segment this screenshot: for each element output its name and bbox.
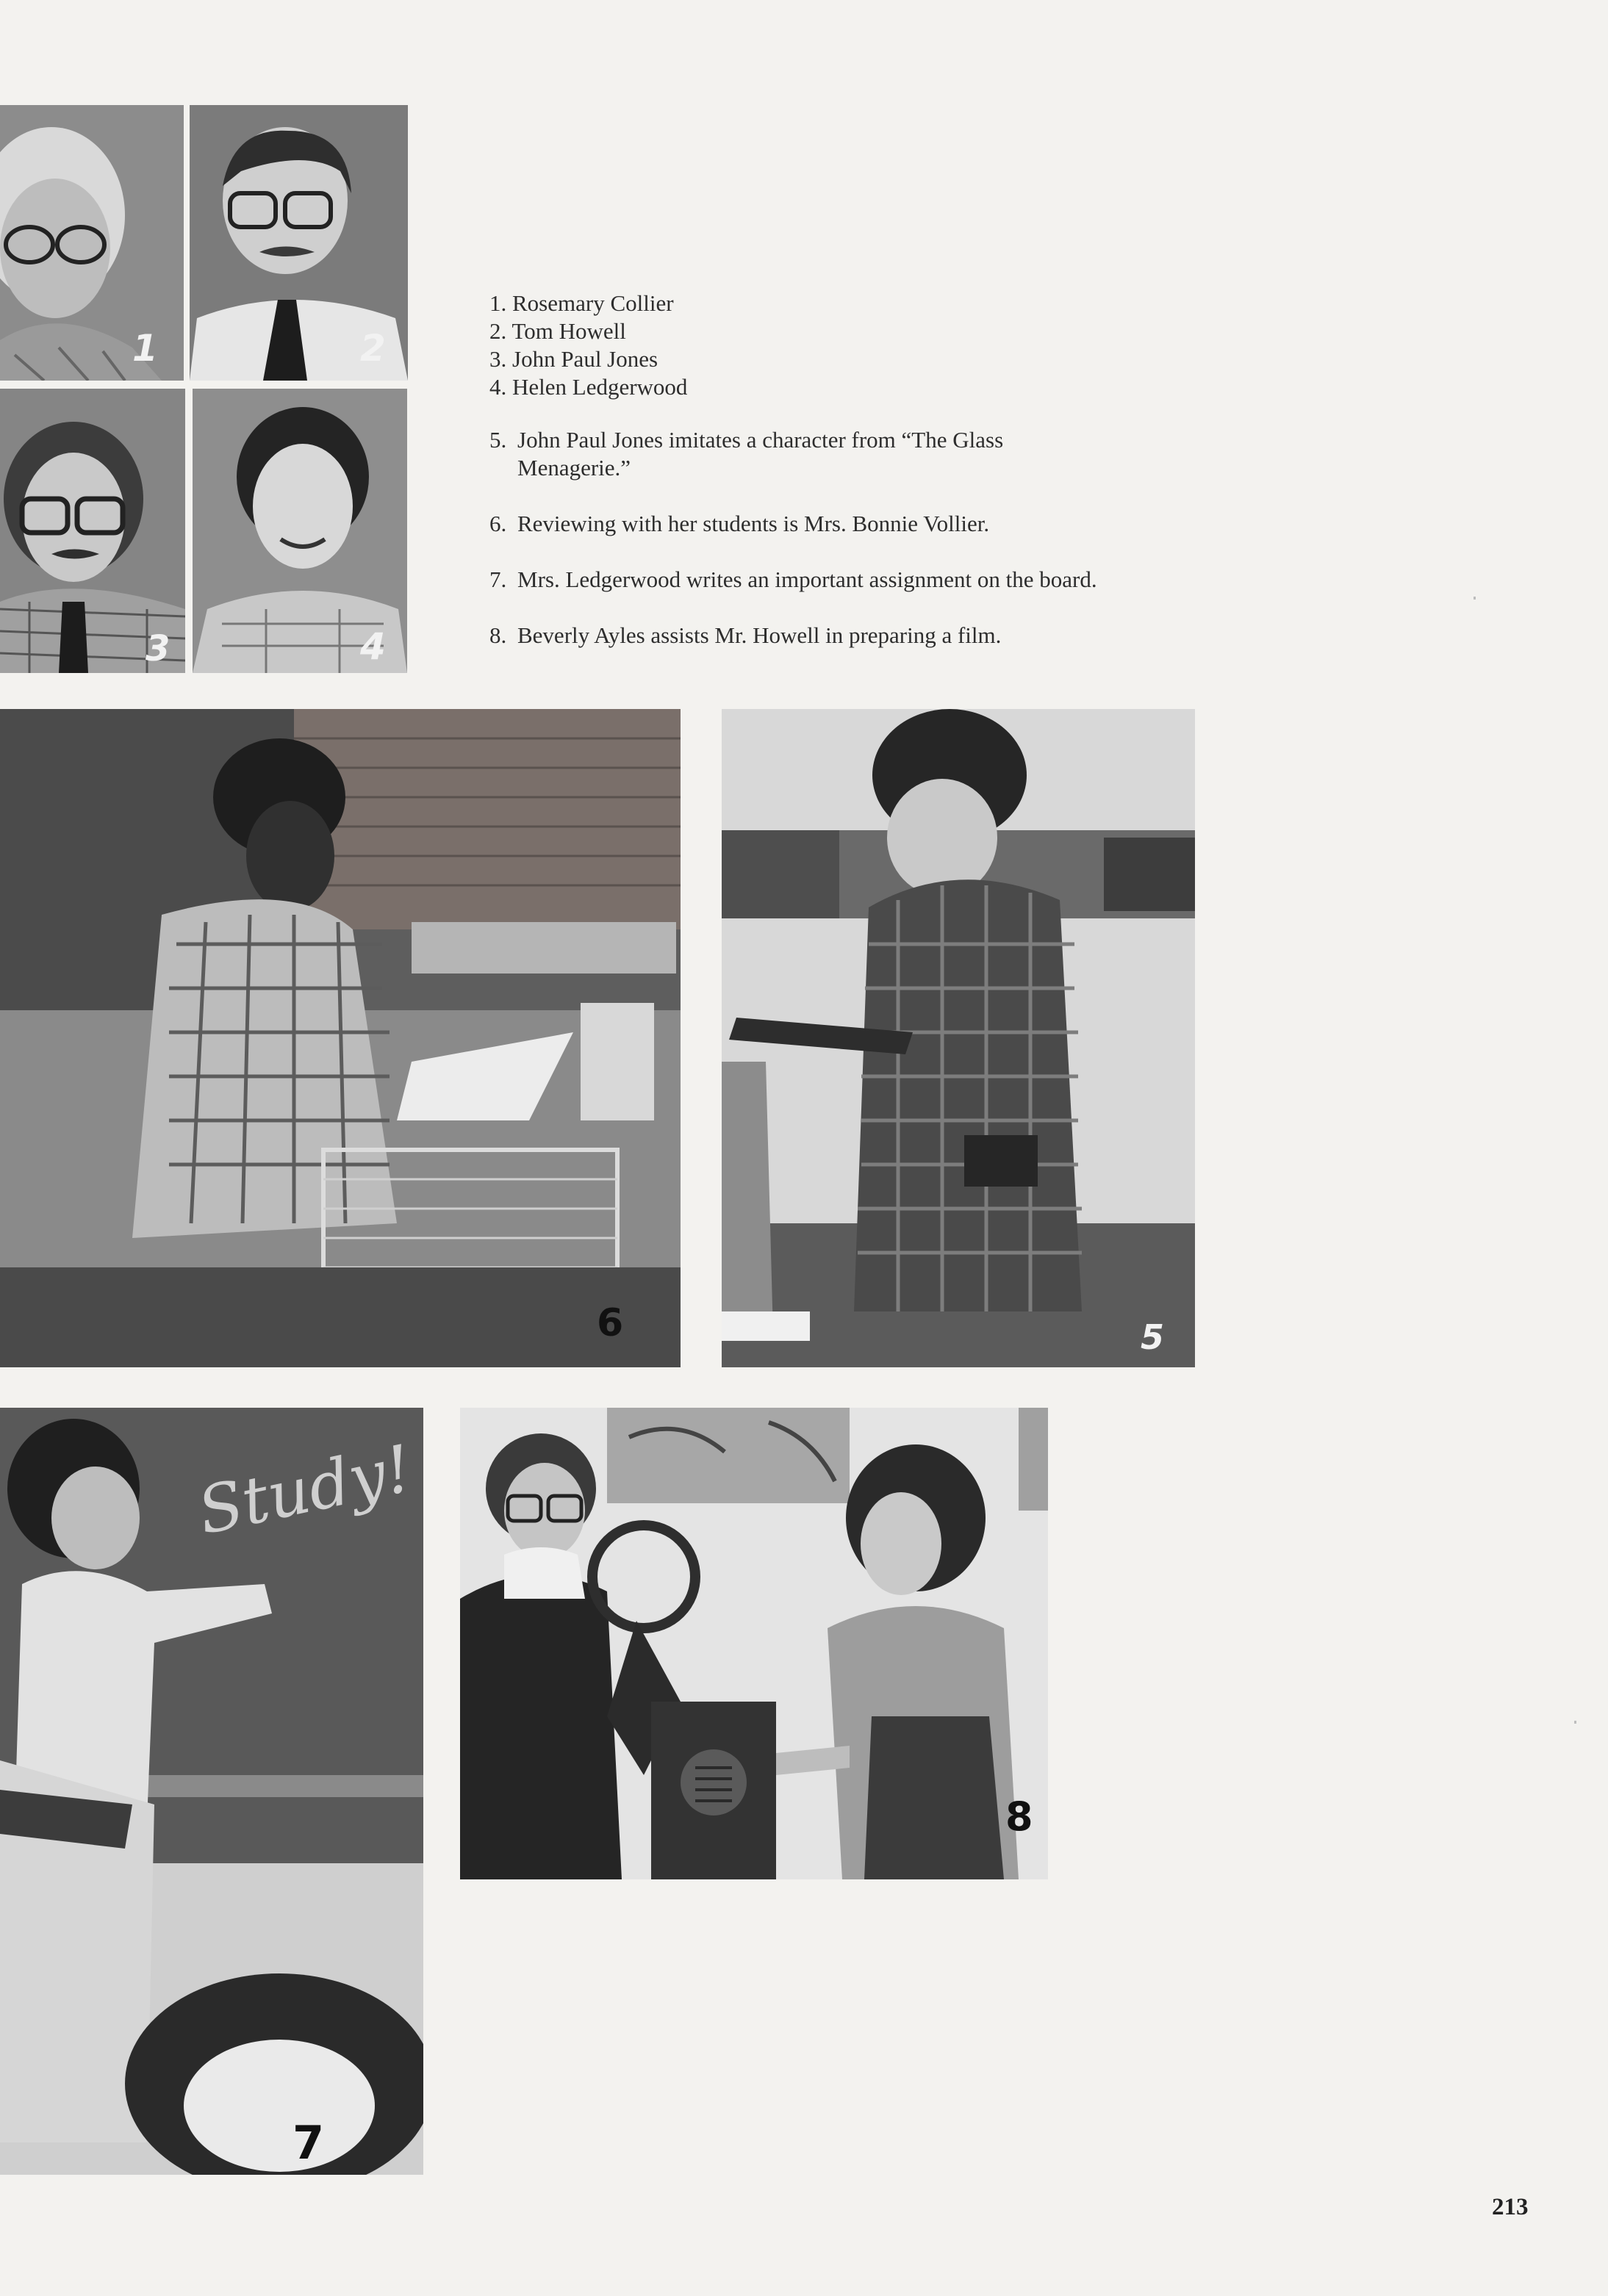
photo-6 — [0, 709, 681, 1367]
page-speck — [1474, 597, 1476, 600]
caption-5: 5. John Paul Jones imitates a character from “The Glass Menagerie.” — [489, 427, 1004, 481]
portrait-name-list — [489, 289, 1254, 401]
page-speck — [1574, 1721, 1576, 1724]
photo-number-6: 6 — [597, 1301, 624, 1345]
photo-5-image — [722, 709, 1195, 1367]
caption-name-4: 4. Helen Ledgerwood — [489, 374, 688, 400]
portrait-photo-1 — [0, 105, 184, 381]
caption-7: 7. Mrs. Ledgerwood writes an important assignment on the board. — [489, 566, 1097, 592]
photo-number-1: 1 — [132, 327, 158, 370]
photo-8 — [460, 1408, 1048, 1879]
photo-number-3: 3 — [146, 628, 171, 669]
photo-5 — [722, 709, 1195, 1367]
photo-number-7: 7 — [292, 2116, 325, 2170]
page-number: 213 — [1492, 2194, 1529, 2220]
chalkboard-text: Study! — [191, 1430, 419, 1550]
caption-6: 6. Reviewing with her students is Mrs. Bonnie Vollier. — [489, 511, 990, 536]
portrait-photo-4 — [193, 389, 407, 673]
portrait-photo-3 — [0, 389, 185, 673]
caption-8: 8. Beverly Ayles assists Mr. Howell in preparing a film. — [489, 622, 1002, 648]
photo-number-8: 8 — [1005, 1793, 1033, 1840]
portrait-photo-2 — [190, 105, 408, 381]
photo-number-5: 5 — [1141, 1317, 1165, 1357]
photo-number-4: 4 — [360, 625, 386, 668]
photo-number-2: 2 — [360, 327, 386, 370]
caption-name-2: 2. Tom Howell — [489, 318, 626, 344]
caption-block — [489, 289, 1254, 677]
caption-name-1: 1. Rosemary Collier — [489, 290, 674, 316]
caption-name-3: 3. John Paul Jones — [489, 346, 658, 372]
photo-8-image — [460, 1408, 1048, 1879]
photo-6-image — [0, 709, 681, 1367]
photo-7 — [0, 1408, 423, 2175]
